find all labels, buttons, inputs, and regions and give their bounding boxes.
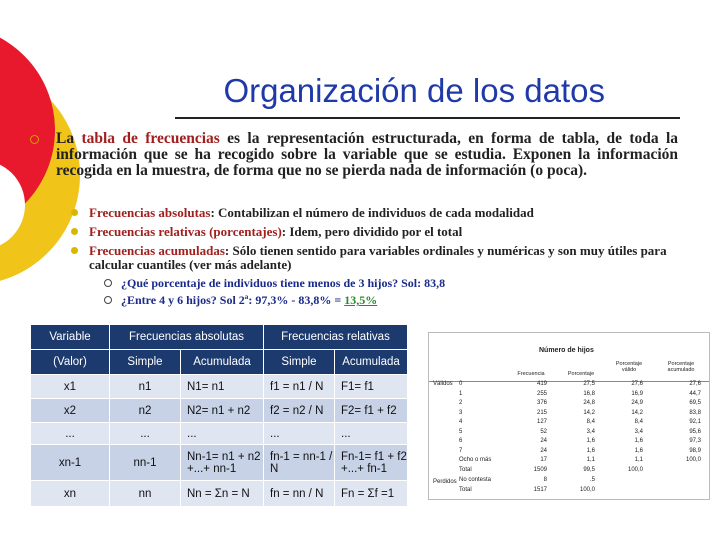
spss-cell: 97,3: [689, 438, 701, 444]
question-2: ¿Entre 4 y 6 hijos? Sol 2ª: 97,3% - 83,8% = 13,5%: [121, 293, 377, 308]
spss-row: [429, 391, 709, 399]
spss-cell: 215: [536, 409, 547, 416]
spss-cell: 24: [540, 447, 547, 454]
title-underline: [175, 117, 680, 119]
spss-cell: 69,5: [689, 400, 701, 406]
spss-cell: Ocho o más: [459, 457, 492, 463]
spss-cell: 14,2: [631, 409, 643, 416]
spss-cell: 98,9: [689, 447, 701, 454]
spss-row: [429, 400, 709, 408]
table-row: xn nn Nn = Σn = N fn = nn / N Fn = Σf =1: [31, 481, 408, 507]
spss-cell: 1,6: [634, 447, 643, 454]
slide-title: Organización de los datos: [223, 72, 605, 109]
spss-cell: 3,4: [586, 428, 595, 435]
spss-row: [429, 457, 709, 465]
bullet-absolutas: Frecuencias absolutas: Contabilizan el número de individuos de cada modalidad: [89, 206, 679, 220]
spss-cell: 1517: [533, 486, 547, 493]
spss-cell: Total: [459, 466, 472, 473]
spss-cell: 5: [459, 428, 463, 435]
spss-row: [429, 381, 709, 389]
spss-cell: 1509: [533, 466, 547, 473]
spss-cell: 0: [459, 381, 463, 387]
spss-cell: 8: [543, 477, 547, 483]
table-row: ... ... ... ... ...: [31, 423, 408, 445]
spss-cell: No contesta: [459, 477, 492, 483]
spss-cell: 100,0: [579, 486, 595, 493]
spss-cell: 27,5: [583, 381, 595, 387]
spss-title: Número de hijos: [539, 347, 594, 354]
spss-cell: 99,5: [583, 466, 595, 473]
frequency-table: [30, 324, 408, 507]
table-row: x2 n2 N2= n1 + n2 f2 = n2 / N F2= f1 + f2: [31, 399, 408, 423]
spss-cell: 2: [459, 400, 463, 406]
spss-cell: 6: [459, 438, 463, 444]
spss-group-lost: Perdidos: [433, 479, 457, 485]
spss-cell: 3: [459, 409, 463, 416]
answer-highlight: 13,5%: [344, 293, 378, 307]
ring-bullet-icon: [104, 296, 112, 304]
intro-paragraph: [56, 131, 678, 179]
spss-cell: 1,1: [634, 457, 643, 463]
spss-cell: 3,4: [634, 428, 643, 435]
ring-bullet-icon: [104, 279, 112, 287]
spss-cell: 24,9: [631, 400, 643, 406]
table-row: xn-1 nn-1 Nn-1= n1 + n2 +...+ nn-1 fn-1 = nn-1 / N Fn-1= f1 + f2 +...+ fn-1: [31, 445, 408, 481]
spss-row: [429, 477, 709, 485]
spss-cell: 100,0: [685, 457, 701, 463]
spss-row: [429, 429, 709, 437]
spss-cell: 1,6: [586, 438, 595, 444]
spss-cell: 8,4: [586, 419, 595, 425]
spss-cell: Total: [459, 486, 472, 493]
spss-cell: 1,6: [586, 447, 595, 454]
spss-cell: 52: [540, 428, 547, 435]
spss-cell: 27,6: [631, 381, 643, 387]
spss-group-valid: Válidos: [433, 381, 453, 387]
table-subheader-row: (Valor) Simple Acumulada Simple Acumulada: [31, 350, 408, 375]
table-row: x1 n1 N1= n1 f1 = n1 / N F1= f1: [31, 375, 408, 399]
spss-cell: 16,9: [631, 390, 643, 397]
spss-cell: 27,6: [689, 381, 701, 387]
spss-cell: 376: [536, 400, 547, 406]
spss-cell: 1,6: [634, 438, 643, 444]
spss-cell: 17: [540, 457, 547, 463]
spss-row: [429, 467, 709, 475]
spss-cell: 92,1: [689, 419, 701, 425]
bullet-dot-icon: [71, 209, 78, 216]
spss-cell: 14,2: [583, 409, 595, 416]
spss-cell: 255: [536, 390, 547, 397]
spss-row: [429, 487, 709, 495]
spss-row: [429, 438, 709, 446]
spss-cell: .5: [589, 477, 595, 483]
spss-cell: 95,6: [689, 428, 701, 435]
bullet-dot-icon: [71, 247, 78, 254]
spss-row: [429, 448, 709, 456]
spss-cell: 127: [536, 419, 547, 425]
table-header-row: Variable Frecuencias absolutas Frecuencias relativas: [31, 325, 408, 350]
spss-cell: 83,8: [689, 409, 701, 416]
bullet-ring-icon: [30, 135, 39, 144]
spss-cell: 8,4: [634, 419, 643, 425]
intro-prefix: La: [56, 130, 82, 147]
question-1: ¿Qué porcentaje de individuos tiene menos de 3 hijos? Sol: 83,8: [121, 276, 445, 291]
spss-cell: 7: [459, 447, 463, 454]
spss-row: [429, 410, 709, 418]
spss-output-table: Número de hijos Frecuencia Porcentaje Porcentaje válido Porcentaje acumulado Válidos Perdidos 0 419 27,5 27,6 27,6 1 255 16,8 16,9 44,7 2 376 24,8 24,9 69,5 3 215 14,2 14,2 83,8 4 127 8,4 8,4 92,1 5 52 3,4 3,4 95,6 6 24 1,6 1,6 97,3 7 24 1,6 1,6 98,9 Ocho o más 17 1,1 1,1 100,0 Total 1509 99,5 100,0 No contesta 8 .5 Total 1517 100,0: [428, 332, 710, 500]
spss-cell: 1,1: [586, 457, 595, 463]
bullet-relativas: Frecuencias relativas (porcentajes): Idem, pero dividido por el total: [89, 225, 679, 239]
spss-cell: 4: [459, 419, 463, 425]
spss-cell: 100,0: [627, 466, 643, 473]
spss-cell: 24,8: [583, 400, 595, 406]
spss-cell: 44,7: [689, 390, 701, 397]
spss-cell: 419: [536, 381, 547, 387]
spss-row: [429, 419, 709, 427]
bullet-acumuladas: Frecuencias acumuladas: Sólo tienen sentido para variables ordinales y numéricas y son muy útiles para calcular cuantiles (ver más adelante): [89, 244, 679, 272]
intro-highlight: tabla de frecuencias: [81, 130, 220, 147]
spss-cell: 24: [540, 438, 547, 444]
intro-rest: es la representación estructurada, en forma de tabla, de toda la información que se ha recogido sobre la variable que se estudia. Exponen la información recogida en la muestra, de forma que no se pierda nada de información (o poca).: [56, 130, 678, 179]
spss-cell: 1: [459, 390, 463, 397]
bullet-dot-icon: [71, 228, 78, 235]
spss-cell: 16,8: [583, 390, 595, 397]
